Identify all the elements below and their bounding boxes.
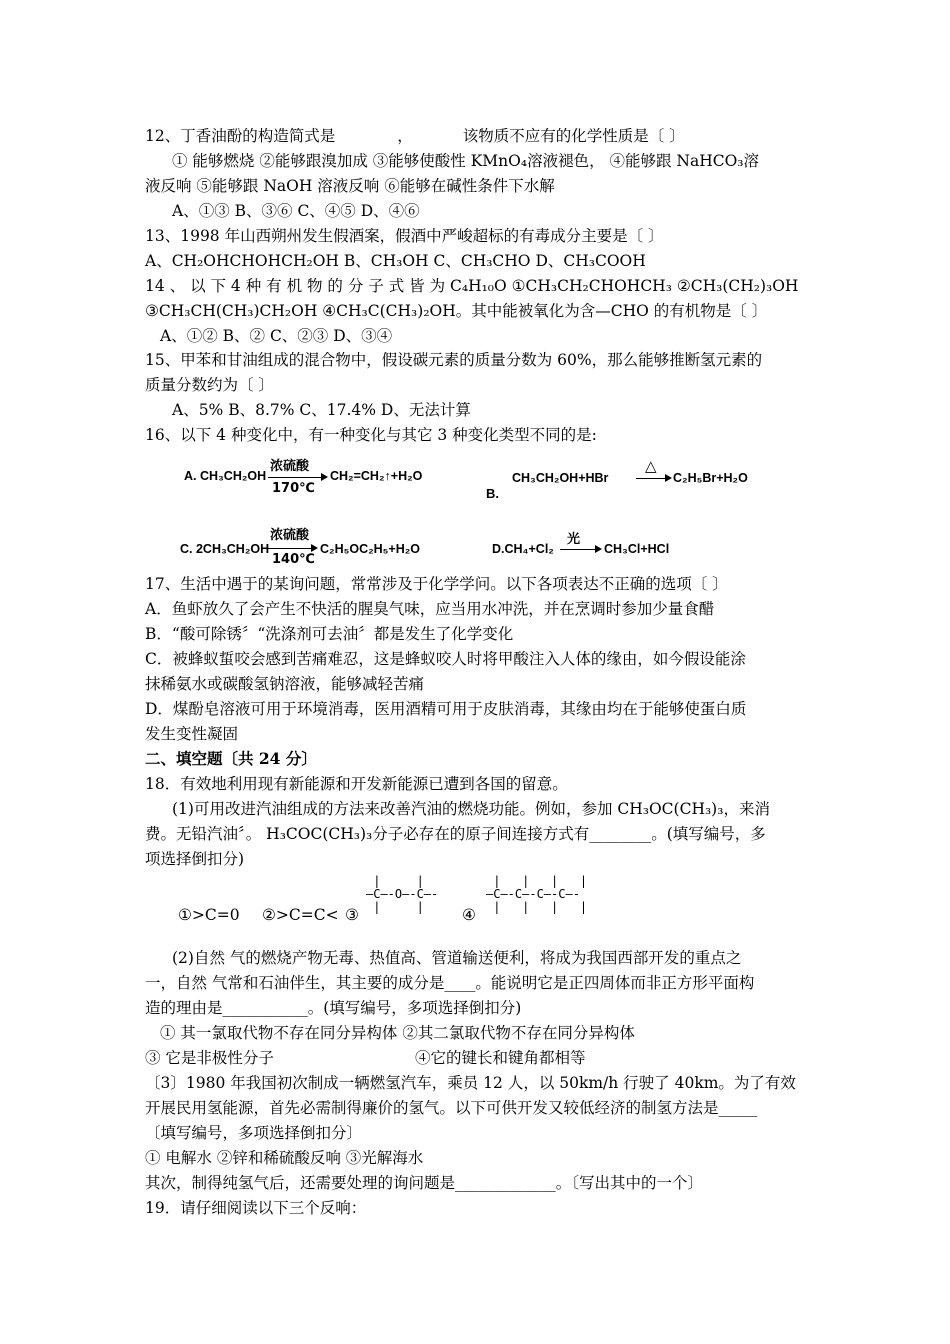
q18-option-3-label: ③ xyxy=(345,906,359,924)
q18-p3-line4: 其次，制得纯氢气后，还需要处理的询问题是_____________。〔写出其中的一个〕 xyxy=(145,1174,704,1192)
reaction-c-temperature: 140℃ xyxy=(272,552,315,567)
reaction-c-arrow xyxy=(268,548,316,549)
q14-options: A、①② B、② C、②③ D、③④ xyxy=(160,327,393,345)
q12-options: A、①③ B、③⑥ C、④⑤ D、④⑥ xyxy=(172,202,420,220)
reaction-a-arrow xyxy=(268,477,326,478)
reaction-b-heat: △ xyxy=(645,457,657,475)
q17-stem: 17、生活中遇于的某询问题，常常涉及于化学学问。以下各项表达不正确的选项〔 〕 xyxy=(145,575,728,593)
q14-line2: ③CH₃CH(CH₃)CH₂OH ④CH₃C(CH₃)₂OH。其中能被氧化为含—CHO 的有机物是〔 〕 xyxy=(145,302,768,320)
q18-p3-options: ① 电解水 ②锌和稀硫酸反响 ③光解海水 xyxy=(145,1149,424,1167)
q15-options: A、5% B、8.7% C、17.4% D、无法计算 xyxy=(172,401,471,419)
reaction-a-catalyst: 浓硫酸 xyxy=(270,459,310,474)
q18-option-4-label: ④ xyxy=(462,906,476,924)
q18-option-1: ①>C=0 xyxy=(178,906,240,924)
q18-p1-line2: 费。无铅汽油〞。 H₃COC(CH₃)₃分子必存在的原子间连接方式有________。(填写编号，多 xyxy=(145,825,766,843)
reaction-b-product: C₂H₅Br+H₂O xyxy=(673,471,748,485)
q18-structure-4: | | | | —C—-C—-C—-C—- | | | | xyxy=(486,874,588,914)
q18-p3-line1: 〔3〕1980 年我国初次制成一辆燃氢汽车，乘员 12 人，以 50km/h 行驶了 40km。为了有效 xyxy=(145,1074,796,1092)
q18-stem: 18．有效地利用现有新能源和开发新能源已遭到各国的留意。 xyxy=(145,775,568,793)
q18-p3-line3: 〔填写编号，多项选择倒扣分〕 xyxy=(145,1124,363,1142)
reaction-b-reactant: CH₃CH₂OH+HBr xyxy=(512,471,609,485)
q14-line1: 14 、 以 下 4 种 有 机 物 的 分 子 式 皆 为 C₄H₁₀O ①CH₃CH₂CHOHCH₃ ②CH₃(CH₂)₃OH xyxy=(145,277,799,295)
reaction-c-reactant: C. 2CH₃CH₂OH xyxy=(180,542,270,556)
q13-options: A、CH₂OHCHOHCH₂OH B、CH₃OH C、CH₃CHO D、CH₃COOH xyxy=(145,252,646,270)
q18-p2-option-4: ④它的键长和键角都相等 xyxy=(415,1049,586,1067)
reaction-a-temperature: 170℃ xyxy=(272,481,315,496)
q18-structure-3: | | —C—-O—-C—- | | xyxy=(366,874,439,914)
reaction-b-arrow xyxy=(636,478,670,479)
q18-p1-line3: 项选择倒扣分) xyxy=(145,850,245,868)
q18-p2-option-3: ③ 它是非极性分子 xyxy=(145,1049,274,1067)
reaction-a-reactant: A. CH₃CH₂OH xyxy=(184,469,267,483)
q18-p1-line1: (1)可用改进汽油组成的方法来改善汽油的燃烧功能。例如，参加 CH₃OC(CH₃)₃，来消 xyxy=(172,800,770,818)
q13-stem: 13、1998 年山西朔州发生假酒案，假酒中严峻超标的有毒成分主要是〔 〕 xyxy=(145,227,664,245)
q17-option-a: A．鱼虾放久了会产生不快活的腥臭气味，应当用水冲洗，并在烹调时参加少量食醋 xyxy=(145,600,715,618)
q16-stem: 16、以下 4 种变化中，有一种变化与其它 3 种变化类型不同的是: xyxy=(145,426,597,444)
q19-stem: 19．请仔细阅读以下三个反响： xyxy=(145,1199,367,1217)
reaction-a-product: CH₂=CH₂↑+H₂O xyxy=(330,469,423,483)
q15-line2: 质量分数约为〔 〕 xyxy=(145,376,274,394)
reaction-c-product: C₂H₅OC₂H₅+H₂O xyxy=(320,542,421,556)
reaction-b-label: B. xyxy=(486,486,499,501)
reaction-d-reactant: D.CH₄+Cl₂ xyxy=(492,542,554,556)
q18-p3-line2: 开展民用氢能源，首先必需制得廉价的氢气。以下可供开发又较低经济的制氢方法是_____ xyxy=(145,1099,758,1117)
reaction-d-light: 光 xyxy=(567,532,581,547)
section-heading: 二、填空题〔共 24 分〕 xyxy=(145,749,317,768)
q18-p2-line2: 一，自然 气常和石油伴生，其主要的成分是____。能说明它是正四周体而非正方形平面构 xyxy=(145,974,755,992)
q17-option-d2: 发生变性凝固 xyxy=(145,725,239,743)
q17-option-d1: D．煤酚皂溶液可用于环境消毒，医用酒精可用于皮肤消毒，其缘由均在于能够使蛋白质 xyxy=(145,700,747,718)
q18-p2-line3: 造的理由是___________。(填写编号，多项选择倒扣分) xyxy=(145,999,522,1017)
q12-stem: 12、丁香油酚的构造简式是 ， 该物质不应有的化学性质是〔 〕 xyxy=(145,127,685,145)
reaction-c-catalyst: 浓硫酸 xyxy=(270,528,310,543)
q17-option-b: B．“酸可除锈〞“洗涤剂可去油〞都是发生了化学变化 xyxy=(145,625,514,643)
q18-p2-options-1: ① 其一氯取代物不存在同分异构体 ②其二氯取代物不存在同分异构体 xyxy=(160,1024,635,1042)
reaction-d-product: CH₃Cl+HCl xyxy=(604,542,670,556)
q17-option-c2: 抹稀氨水或碳酸氢钠溶液，能够减轻苦痛 xyxy=(145,675,425,693)
q12-line3: 液反响 ⑤能够跟 NaOH 溶液反响 ⑥能够在碱性条件下水解 xyxy=(145,177,555,195)
q12-line2: ① 能够燃烧 ②能够跟溴加成 ③能够使酸性 KMnO₄溶液褪色， ④能够跟 NaHCO₃溶 xyxy=(172,152,760,170)
q15-line1: 15、甲苯和甘油组成的混合物中，假设碳元素的质量分数为 60%，那么能够推断氢元素的 xyxy=(145,351,763,369)
q17-option-c1: C．被蜂蚁蜇咬会感到苦痛难忍，这是蜂蚁咬人时将甲酸注入人体的缘由，如今假设能涂 xyxy=(145,650,746,668)
reaction-d-arrow xyxy=(560,549,600,550)
q18-option-2: ②>C=C< xyxy=(262,906,339,924)
q18-p2-line1: (2)自然 气的燃烧产物无毒、热值高、管道输送便利，将成为我国西部开发的重点之 xyxy=(172,949,742,967)
